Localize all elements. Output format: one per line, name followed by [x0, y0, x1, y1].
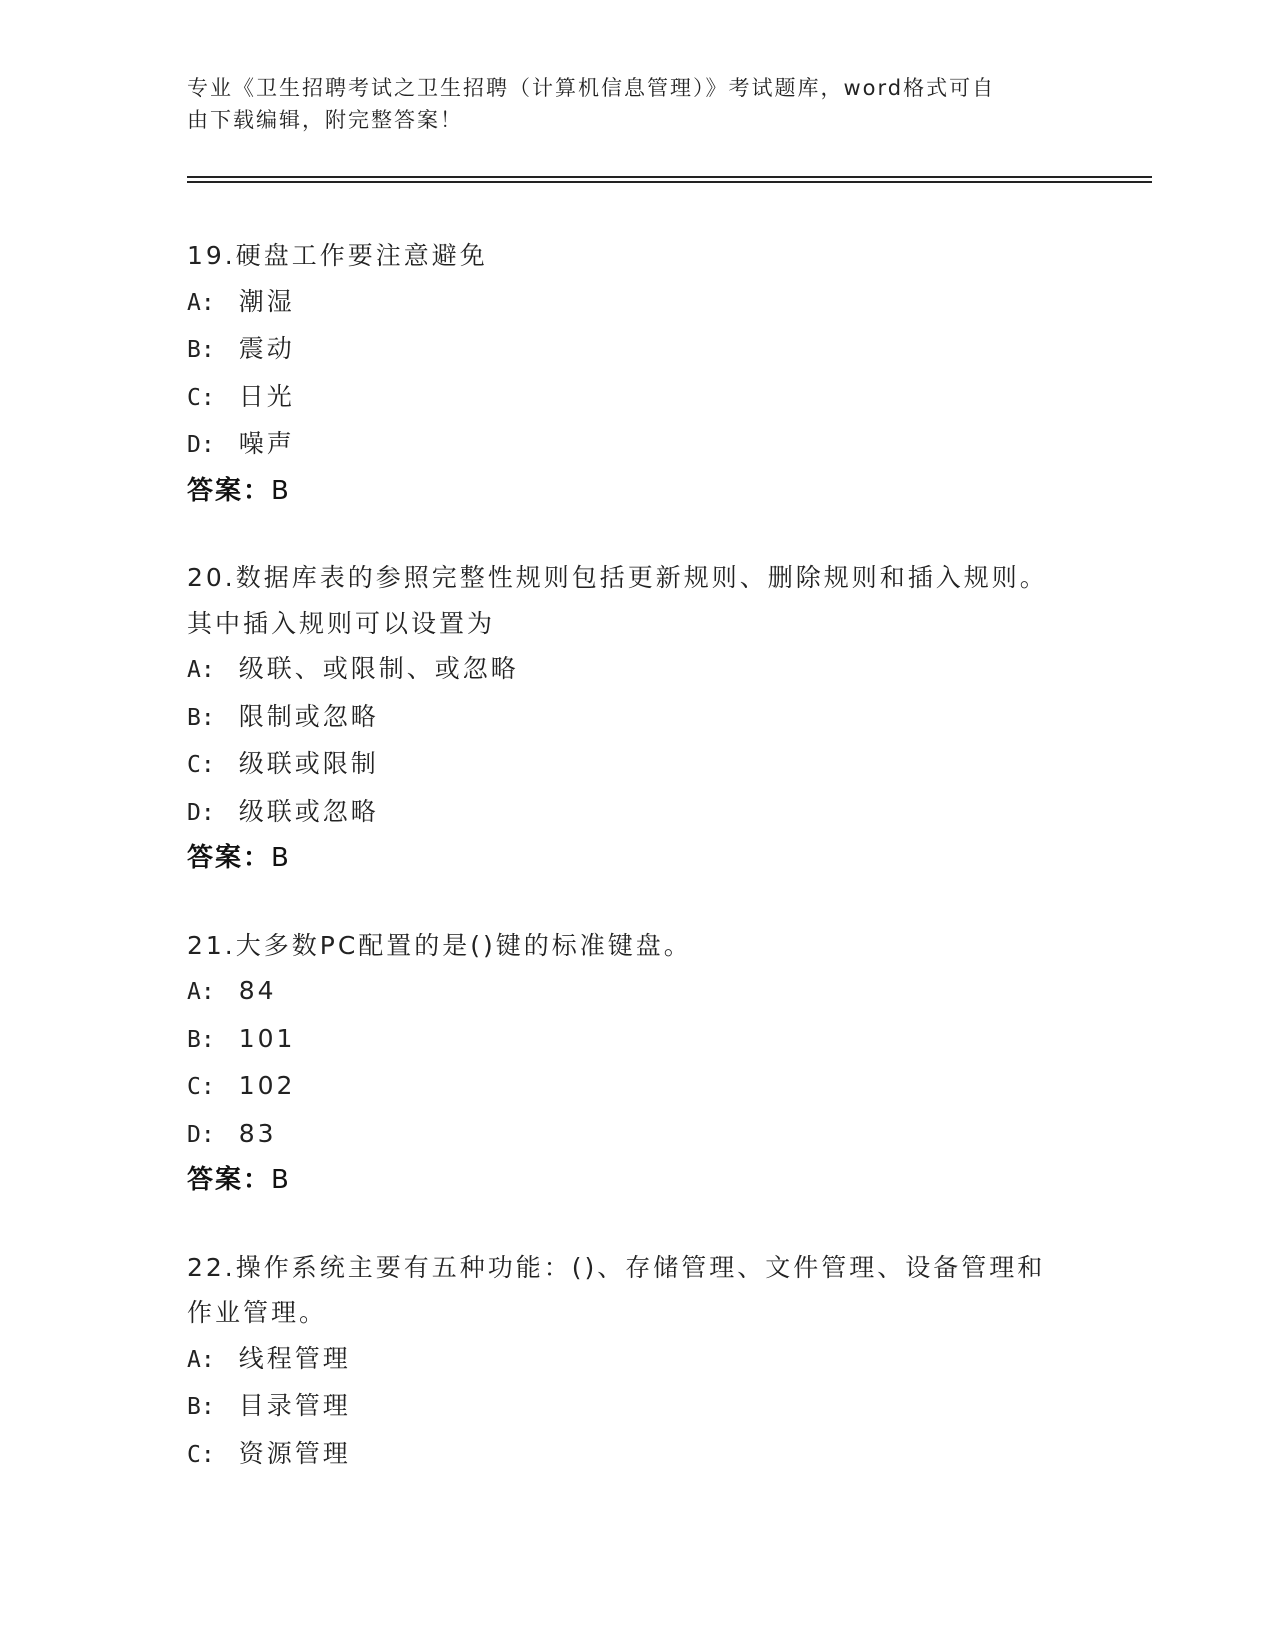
answer-line — [187, 1158, 1077, 1204]
answer-value: B — [271, 475, 291, 506]
option-text: 101 — [238, 1023, 296, 1053]
option-text: 震动 — [238, 334, 295, 363]
question-stem-line-2: 其中插入规则可以设置为 — [187, 608, 496, 638]
header-line-2: 由下载编辑，附完整答案！ — [187, 108, 463, 132]
option-b — [187, 694, 1077, 742]
option-label: B: — [187, 1026, 215, 1053]
answer-line — [187, 836, 1077, 882]
question-22 — [187, 1245, 1077, 1479]
option-a — [187, 1336, 1077, 1384]
header-divider-bottom — [187, 181, 1152, 183]
question-stem-line-1: 20.数据库表的参照完整性规则包括更新规则、删除规则和插入规则。 — [187, 563, 1048, 592]
option-text: 83 — [238, 1118, 277, 1148]
option-label: A: — [187, 979, 215, 1005]
option-label: C: — [187, 384, 215, 411]
option-label: B: — [187, 337, 215, 363]
option-b — [187, 1016, 1077, 1064]
option-text: 线程管理 — [238, 1343, 351, 1373]
question-20 — [187, 555, 1077, 882]
option-label: B: — [187, 704, 215, 731]
option-label: D: — [187, 1121, 215, 1148]
question-21 — [187, 923, 1077, 1204]
option-a — [187, 646, 1077, 694]
question-stem-line-2: 作业管理。 — [187, 1298, 328, 1327]
option-label: D: — [187, 432, 215, 458]
question-stem: 19.硬盘工作要注意避免 — [187, 241, 488, 270]
option-label: A: — [187, 289, 215, 316]
option-text: 噪声 — [238, 429, 295, 458]
option-label: C: — [187, 1441, 215, 1468]
answer-label: 答案： — [187, 475, 272, 506]
answer-label: 答案： — [187, 843, 272, 873]
option-label: A: — [187, 1346, 215, 1373]
option-text: 目录管理 — [238, 1391, 351, 1420]
option-text: 84 — [238, 976, 277, 1005]
option-label: C: — [187, 752, 215, 778]
option-text: 日光 — [238, 381, 295, 411]
option-text: 102 — [238, 1071, 296, 1100]
option-label: D: — [187, 799, 215, 826]
option-text: 级联或限制 — [238, 749, 379, 778]
question-stem: 21.大多数PC配置的是()键的标准键盘。 — [187, 930, 692, 960]
option-b — [187, 1383, 1077, 1431]
option-text: 限制或忽略 — [238, 701, 379, 731]
header-divider-top — [187, 176, 1152, 178]
option-b — [187, 326, 1077, 374]
option-d — [187, 421, 1077, 469]
document-header — [187, 72, 1067, 136]
option-d — [187, 789, 1077, 837]
option-c — [187, 1063, 1077, 1111]
option-c — [187, 741, 1077, 789]
header-line-1: 专业《卫生招聘考试之卫生招聘（计算机信息管理）》考试题库，word格式可自 — [187, 76, 996, 100]
answer-label: 答案： — [187, 1165, 272, 1195]
question-19 — [187, 233, 1077, 514]
option-label: C: — [187, 1074, 215, 1100]
option-label: B: — [187, 1394, 215, 1420]
answer-value: B — [271, 843, 291, 873]
option-a — [187, 968, 1077, 1016]
question-stem-line-1: 22.操作系统主要有五种功能：()、存储管理、文件管理、设备管理和 — [187, 1252, 1046, 1282]
option-text: 级联、或限制、或忽略 — [238, 654, 519, 683]
option-text: 潮湿 — [238, 286, 295, 316]
option-c — [187, 1431, 1077, 1479]
option-text: 资源管理 — [238, 1438, 351, 1468]
option-c — [187, 374, 1077, 422]
option-text: 级联或忽略 — [238, 796, 379, 826]
answer-value: B — [271, 1165, 291, 1195]
option-d — [187, 1111, 1077, 1159]
option-a — [187, 279, 1077, 327]
answer-line — [187, 469, 1077, 515]
question-list — [187, 233, 1077, 1519]
option-label: A: — [187, 657, 215, 683]
